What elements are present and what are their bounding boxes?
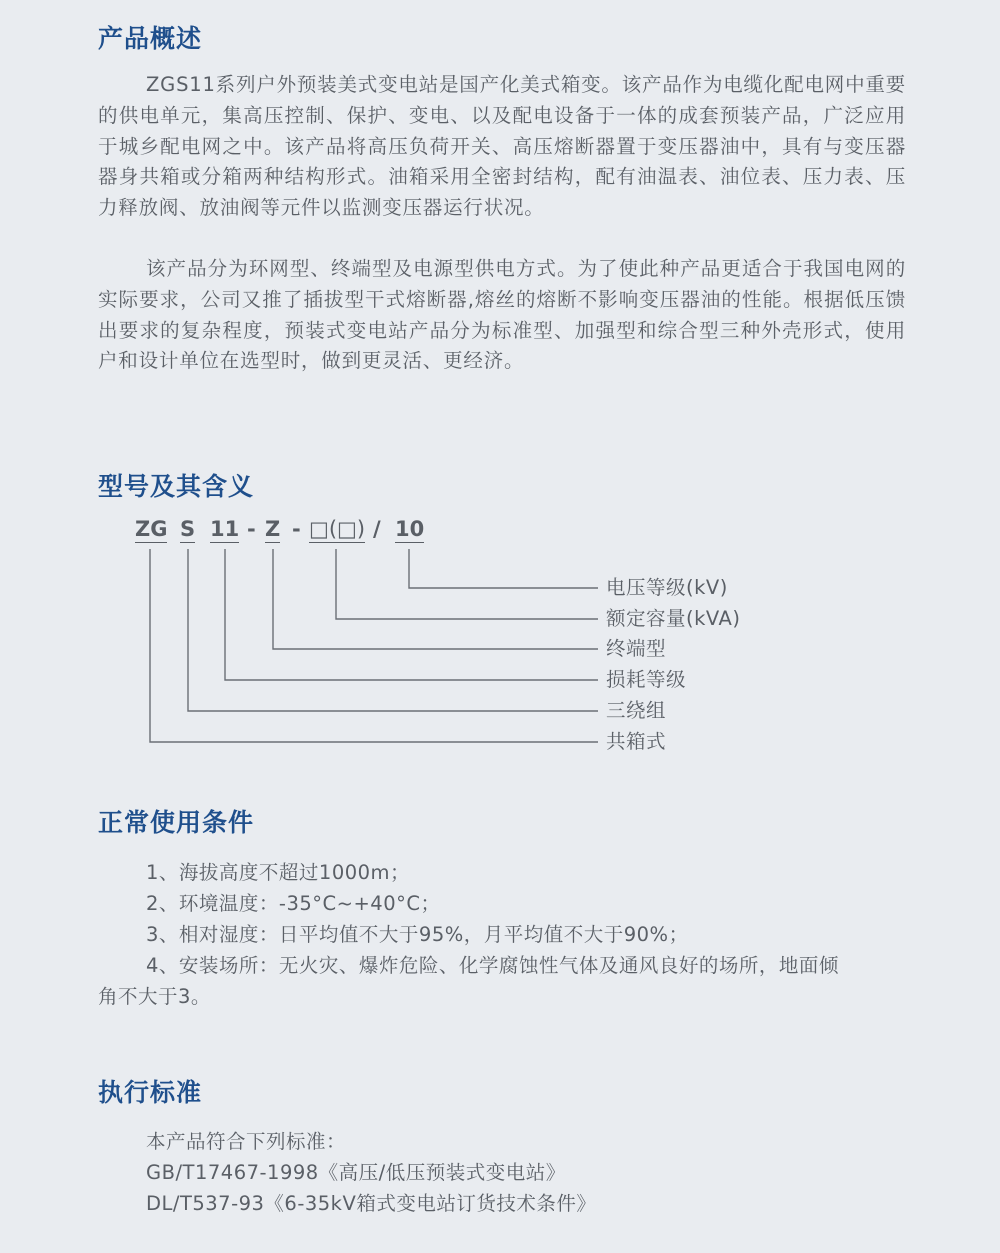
code-10: 10 <box>395 517 425 541</box>
leader-line-common-box <box>150 549 598 742</box>
leader-line-loss <box>225 549 598 680</box>
leader-line-capacity <box>336 549 598 619</box>
leader-line-voltage <box>409 549 598 588</box>
leader-line-terminal <box>273 549 598 649</box>
code-slash: / <box>373 517 381 541</box>
label-voltage-level: 电压等级(kV) <box>606 576 728 599</box>
label-three-winding: 三绕组 <box>606 699 667 722</box>
condition-item: 4、安装场所：无火灾、爆炸危险、化学腐蚀性气体及通风良好的场所，地面倾 <box>146 954 839 977</box>
standards-title: 执行标准 <box>98 1078 203 1107</box>
code-s: S <box>180 517 196 541</box>
overview-title: 产品概述 <box>98 24 203 53</box>
code-dash-1: - <box>247 517 256 541</box>
condition-item: 3、相对湿度：日平均值不大于95%，月平均值不大于90%； <box>146 923 689 946</box>
label-common-box: 共箱式 <box>606 730 667 753</box>
standard-item: GB/T17467-1998《高压/低压预装式变电站》 <box>146 1161 566 1184</box>
code-zg: ZG <box>135 517 168 541</box>
standards-intro: 本产品符合下列标准： <box>146 1130 347 1153</box>
leader-line-winding <box>188 549 598 711</box>
overview-paragraph-1: ZGS11系列户外预装美式变电站是国产化美式箱变。该产品作为电缆化配电网中重要的供电单元，集高压控制、保护、变电、以及配电设备于一体的成套预装产品，广泛应用于城乡配电网之中。该产品将高压负荷开关、高压熔断器置于变压器油中，具有与变压器器身共箱或分箱两种结构形式。油箱采用全密封结构，配有油温表、油位表、压力表、压力释放阀、放油阀等元件以监测变压器运行状况。 <box>98 73 906 220</box>
label-rated-capacity: 额定容量(kVA) <box>606 607 741 630</box>
standard-item: DL/T537-93《6-35kV箱式变电站订货技术条件》 <box>146 1192 597 1215</box>
code-11: 11 <box>210 517 240 541</box>
overview-paragraph-2: 该产品分为环网型、终端型及电源型供电方式。为了使此种产品更适合于我国电网的实际要求，公司又推了插拔型干式熔断器,熔丝的熔断不影响变压器油的性能。根据低压馈出要求的复杂程度，预装式变电站产品分为标准型、加强型和综合型三种外壳形式，使用户和设计单位在选型时，做到更灵活、更经济。 <box>98 257 906 373</box>
code-z: Z <box>265 517 281 541</box>
code-dash-2: - <box>292 517 301 541</box>
condition-item: 1、海拔高度不超过1000m； <box>146 861 411 884</box>
model-title: 型号及其含义 <box>98 472 255 501</box>
conditions-list <box>98 857 918 1012</box>
standards-list <box>98 1126 918 1219</box>
label-loss-level: 损耗等级 <box>606 668 687 691</box>
label-terminal-type: 终端型 <box>606 637 667 660</box>
condition-item: 2、环境温度：-35°C~+40°C； <box>146 892 441 915</box>
conditions-title: 正常使用条件 <box>98 808 255 837</box>
code-capacity: □(□) <box>309 517 366 541</box>
condition-item-continued: 角不大于3。 <box>98 985 211 1008</box>
